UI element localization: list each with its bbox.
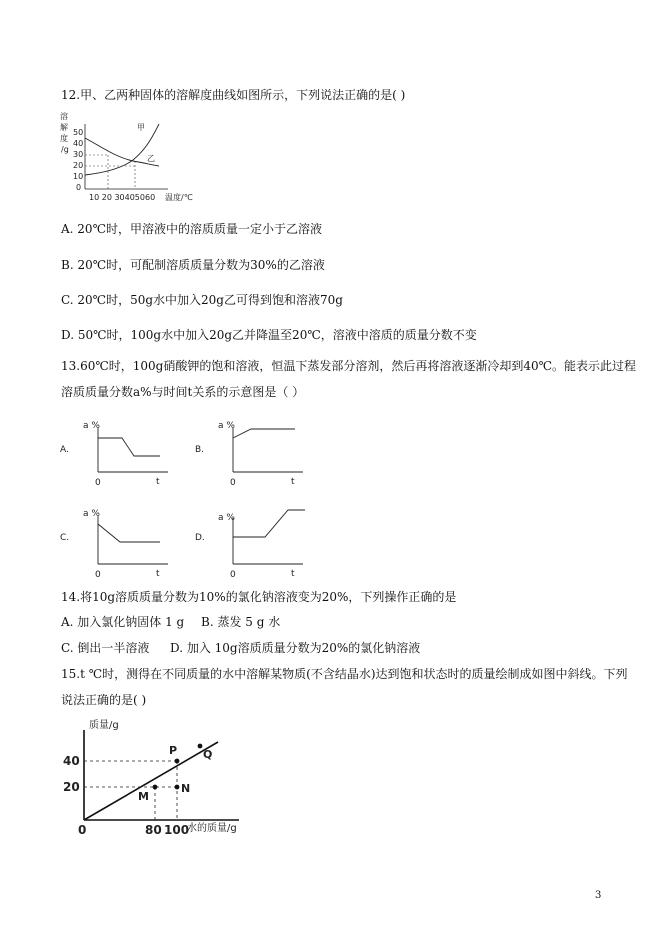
q15-point-m [153, 785, 158, 790]
q15-xlabel: 水的质量/g [187, 823, 237, 834]
q15-stem-line1: 15.t ℃时，测得在不同质量的水中溶解某物质(不含结晶水)达到饱和状态时的质量绘制成如图中斜线。下列 [61, 667, 628, 681]
q15-label-n: N [181, 782, 191, 795]
q13-d-xlabel: t [291, 569, 295, 579]
q12-ytick-40: 40 [73, 139, 84, 148]
q15-point-n [175, 785, 180, 790]
q13-b-ylabel: a % [218, 421, 235, 431]
q12-label-jia: 甲 [137, 123, 145, 132]
q15-stem-line2: 说法正确的是( ) [61, 693, 147, 707]
q13-c-xlabel: t [156, 569, 160, 579]
q15-ytick-40: 40 [63, 754, 80, 768]
q12-curve-jia [85, 124, 159, 175]
q12-ylabel-3: 度 [60, 134, 68, 143]
q14-stem: 14.将10g溶质质量分数为10%的氯化钠溶液变为20%，下列操作正确的是 [61, 590, 457, 604]
q15-label-q: Q [203, 748, 213, 761]
q13-a-xlabel: t [156, 477, 160, 487]
q12-stem: 12.甲、乙两种固体的溶解度曲线如图所示，下列说法正确的是( ) [61, 88, 406, 102]
q12-label-yi: 乙 [147, 154, 155, 163]
q12-option-a: A. 20℃时，甲溶液中的溶质质量一定小于乙溶液 [61, 222, 322, 236]
q13-c-label: C. [60, 533, 70, 543]
q13-d-origin: 0 [230, 570, 236, 580]
q13-b-origin: 0 [230, 478, 236, 488]
q15-xtick-80: 80 [145, 823, 162, 837]
q13-b-curve [233, 429, 295, 438]
q14-option-b: B. 蒸发 5 g 水 [201, 615, 281, 629]
q12-ytick-20: 20 [73, 161, 84, 170]
q13-b-xlabel: t [291, 477, 295, 487]
q12-ylabel-1: 溶 [60, 112, 68, 121]
q15-ytick-20: 20 [63, 780, 80, 794]
q15-label-p: P [169, 744, 178, 757]
q15-point-p [175, 759, 180, 764]
q15-point-q [198, 744, 203, 749]
q12-ytick-50: 50 [73, 128, 84, 137]
q15-ylabel: 质量/g [89, 720, 119, 731]
q15-chart [55, 718, 255, 836]
q13-stem-line2: 溶质质量分数a%与时间t关系的示意图是（ ） [61, 385, 305, 399]
q15-label-m: M [138, 790, 149, 803]
q13-c-curve [98, 524, 160, 542]
q13-d-curve [233, 510, 305, 537]
q14-option-c: C. 倒出一半溶液 [61, 641, 150, 655]
q14-option-a: A. 加入氯化钠固体 1 g [61, 615, 185, 629]
q12-option-c: C. 20℃时，50g水中加入20g乙可得到饱和溶液70g [61, 293, 343, 307]
q13-a-origin: 0 [95, 478, 101, 488]
q15-origin: 0 [78, 823, 87, 837]
q13-d-ylabel: a % [218, 513, 235, 523]
q15-saturation-line [84, 742, 218, 820]
q14-option-d: D. 加入 10g溶质质量分数为20%的氯化钠溶液 [170, 641, 421, 655]
q13-c-ylabel: a % [83, 509, 100, 519]
q13-d-label: D. [195, 533, 205, 543]
q13-graph-d [193, 500, 313, 580]
q12-xticks: 10 20 30405060 [89, 193, 156, 202]
q12-solubility-chart [55, 110, 215, 202]
q13-c-origin: 0 [95, 570, 101, 580]
q12-option-b: B. 20℃时，可配制溶质质量分数为30%的乙溶液 [61, 258, 325, 272]
q12-ylabel-2: 解 [60, 123, 68, 132]
q13-a-ylabel: a % [83, 421, 100, 431]
q13-stem-line1: 13.60℃时，100g硝酸钾的饱和溶液，恒温下蒸发部分溶剂，然后再将溶液逐渐冷却到40℃。能表示此过程 [61, 359, 637, 373]
q12-xlabel: 温度/℃ [165, 193, 193, 202]
q13-graph-a [58, 412, 178, 492]
q13-a-curve [98, 438, 160, 456]
q12-option-d: D. 50℃时，100g水中加入20g乙并降温至20℃，溶液中溶质的质量分数不变 [61, 328, 477, 342]
q13-b-label: B. [195, 445, 205, 455]
q13-graph-b [193, 412, 313, 492]
q15-xtick-100: 100 [164, 823, 190, 837]
q12-ylabel-4: /g [61, 145, 69, 154]
q12-ytick-10: 10 [73, 172, 84, 181]
q13-a-label: A. [60, 445, 69, 455]
page-number: 3 [595, 890, 602, 901]
q12-ytick-0: 0 [76, 183, 82, 192]
q13-graph-c [58, 500, 178, 580]
q12-ytick-30: 30 [73, 150, 84, 159]
